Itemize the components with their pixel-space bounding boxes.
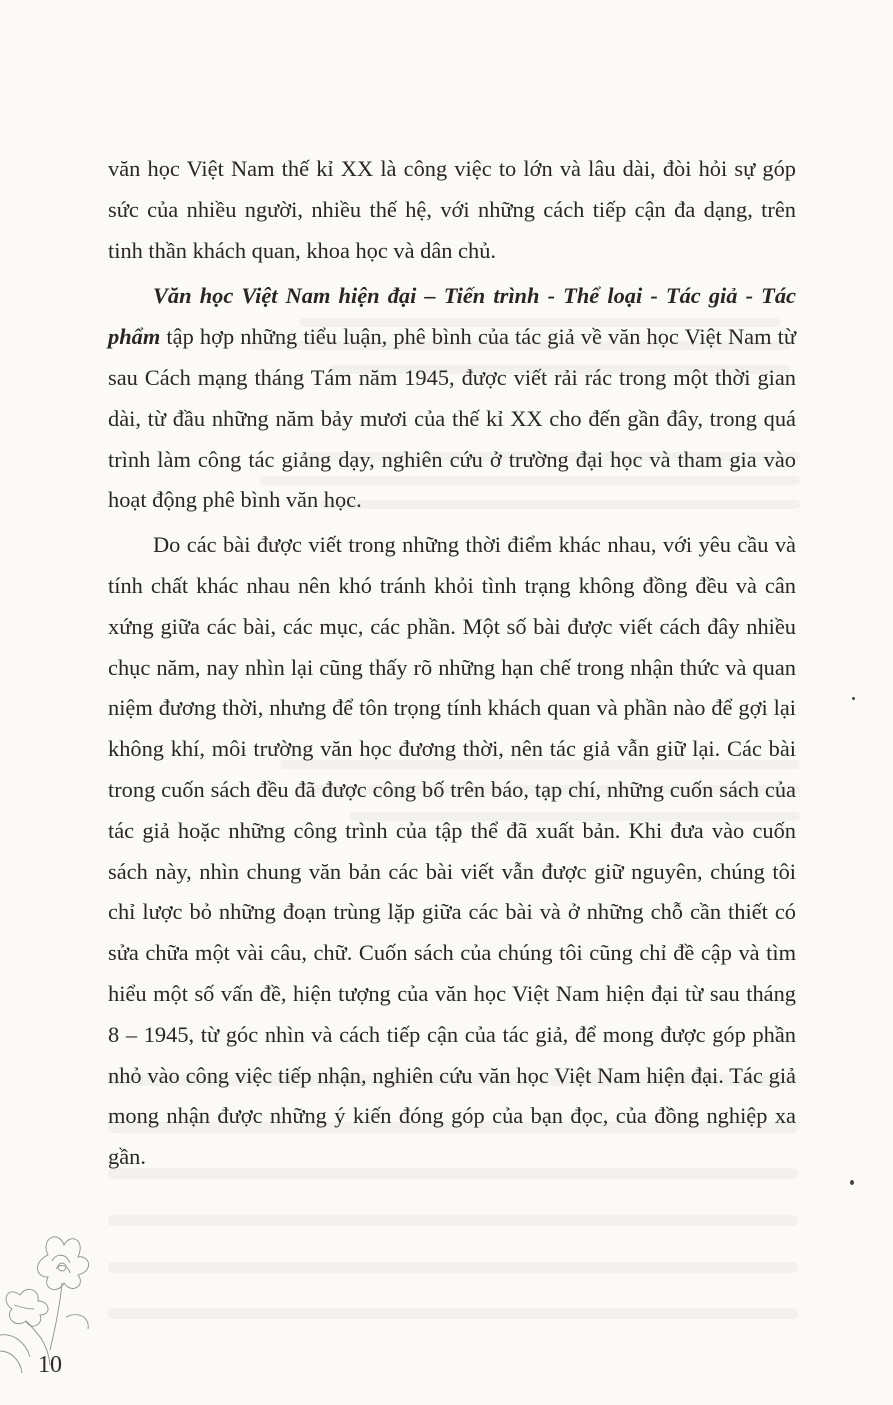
book-title: Văn học Việt Nam hiện đại – Tiến trình - Thể loại - Tác giả - Tác phẩm (108, 283, 796, 350)
paragraph-3: Do các bài được viết trong những thời điểm khác nhau, với yêu cầu và tính chất khác nhau nên khó tránh khỏi tình trạng không đồng đều và cân xứng giữa các bài, các mục, các phần. Một số bài được viết cách đây nhiều chục năm, nay nhìn lại cũng thấy rõ những hạn chế trong nhận thức và quan niệm đương thời, nhưng để tôn trọng tính khách quan và phần nào để gợi lại không khí, môi trường văn học đương thời, nên tác giả vẫn giữ lại. Các bài trong cuốn sách đều đã được công bố trên báo, tạp chí, những cuốn sách của tác giả hoặc những công trình của tập thể đã xuất bản. Khi đưa vào cuốn sách này, nhìn chung văn bản các bài viết vẫn được giữ nguyên, chúng tôi chỉ lược bỏ những đoạn trùng lặp giữa các bài và ở những chỗ cần thiết có sửa chữa một vài câu, chữ. Cuốn sách của chúng tôi cũng chỉ đề cập và tìm hiểu một số vấn đề, hiện tượng của văn học Việt Nam hiện đại từ sau tháng 8 – 1945, từ góc nhìn và cách tiếp cận của tác giả, để mong được góp phần nhỏ vào công việc tiếp nhận, nghiên cứu văn học Việt Nam hiện đại. Tác giả mong nhận được những ý kiến đóng góp của bạn đọc, của đồng nghiệp xa gần. (108, 532, 796, 1170)
body-text (108, 149, 796, 1178)
ink-speck (850, 1180, 854, 1185)
ink-speck (852, 697, 855, 700)
paragraph-2 (108, 276, 796, 521)
page-number: 10 (38, 1352, 62, 1378)
paragraph-2-text: tập hợp những tiểu luận, phê bình của tác giả về văn học Việt Nam từ sau Cách mạng tháng Tám năm 1945, được viết rải rác trong một thời gian dài, từ đầu những năm bảy mươi của thế kỉ XX cho đến gần đây, trong quá trình làm công tác giảng dạy, nghiên cứu ở trường đại học và tham gia vào hoạt động phê bình văn học. (108, 324, 796, 513)
paragraph-1: văn học Việt Nam thế kỉ XX là công việc to lớn và lâu dài, đòi hỏi sự góp sức của nhiều người, nhiều thế hệ, với những cách tiếp cận đa dạng, trên tinh thần khách quan, khoa học và dân chủ. (108, 156, 796, 263)
